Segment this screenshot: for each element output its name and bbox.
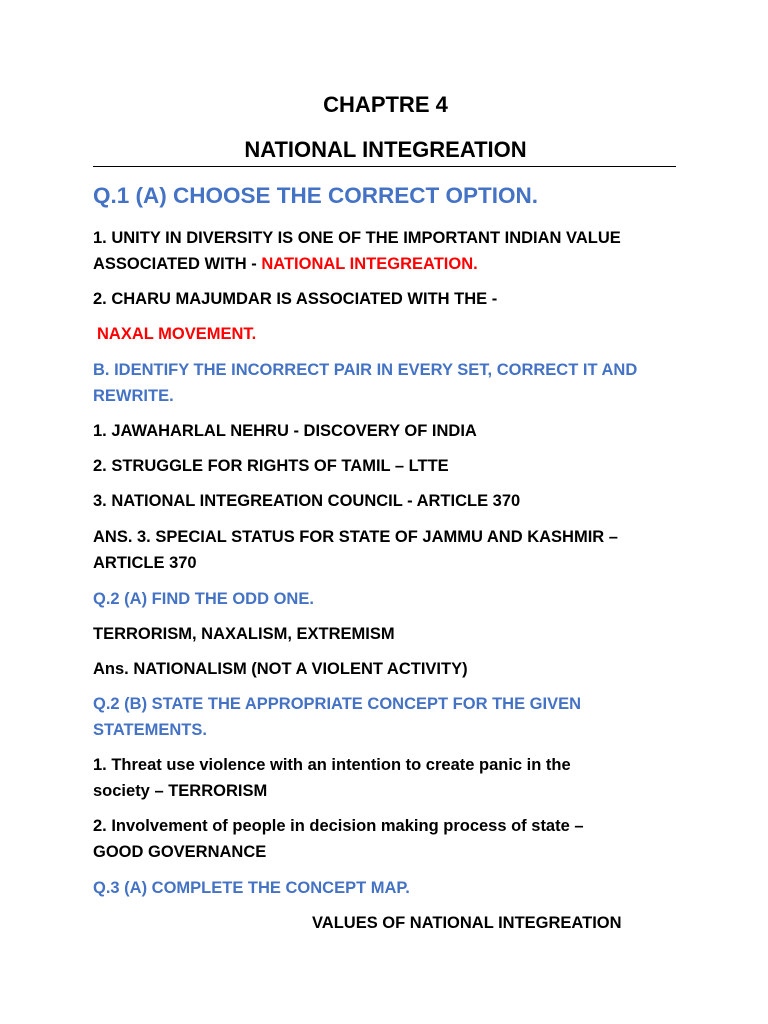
concept-map-center-label: VALUES OF NATIONAL INTEGREATION xyxy=(312,914,622,932)
title-divider xyxy=(93,166,676,167)
q2a-heading: Q.2 (A) FIND THE ODD ONE. xyxy=(93,590,314,608)
q1a-item1-answer: NATIONAL INTEGREATION. xyxy=(261,255,478,273)
q1a-item1-line2 xyxy=(93,251,678,277)
q2b-item1-line1: 1. Threat use violence with an intention to create panic in the xyxy=(93,756,571,774)
q2b-item1-line2: society – TERRORISM xyxy=(93,782,268,800)
q1b-pair3: 3. NATIONAL INTEGREATION COUNCIL - ARTICLE 370 xyxy=(93,492,521,510)
q2b-heading-line1: Q.2 (B) STATE THE APPROPRIATE CONCEPT FOR THE GIVEN xyxy=(93,695,581,713)
q1b-pair2: 2. STRUGGLE FOR RIGHTS OF TAMIL – LTTE xyxy=(93,457,449,475)
q1b-pair1: 1. JAWAHARLAL NEHRU - DISCOVERY OF INDIA xyxy=(93,422,477,440)
q3a-heading: Q.3 (A) COMPLETE THE CONCEPT MAP. xyxy=(93,879,410,897)
page-title: NATIONAL INTEGREATION xyxy=(244,137,527,162)
q2a-items: TERRORISM, NAXALISM, EXTREMISM xyxy=(93,625,395,643)
q1b-heading-line1: B. IDENTIFY THE INCORRECT PAIR IN EVERY SET, CORRECT IT AND xyxy=(93,361,638,379)
q2a-answer: Ans. NATIONALISM (NOT A VIOLENT ACTIVITY) xyxy=(93,660,468,678)
q1a-item2-answer: NAXAL MOVEMENT. xyxy=(97,325,257,343)
q2b-item2-line1: 2. Involvement of people in decision making process of state – xyxy=(93,817,584,835)
q1a-heading: Q.1 (A) CHOOSE THE CORRECT OPTION. xyxy=(93,183,539,208)
q1a-item1-line1: 1. UNITY IN DIVERSITY IS ONE OF THE IMPORTANT INDIAN VALUE xyxy=(93,229,621,247)
q1b-answer-line1: ANS. 3. SPECIAL STATUS FOR STATE OF JAMMU AND KASHMIR – xyxy=(93,528,618,546)
q1a-item2: 2. CHARU MAJUMDAR IS ASSOCIATED WITH THE - xyxy=(93,290,498,308)
chapter-heading: CHAPTRE 4 xyxy=(323,92,448,117)
q1b-heading-line2: REWRITE. xyxy=(93,387,174,405)
q1b-answer-line2: ARTICLE 370 xyxy=(93,554,197,572)
q1a-item1-prefix: ASSOCIATED WITH - xyxy=(93,255,262,273)
q2b-heading-line2: STATEMENTS. xyxy=(93,721,207,739)
q2b-item2-line2: GOOD GOVERNANCE xyxy=(93,843,267,861)
